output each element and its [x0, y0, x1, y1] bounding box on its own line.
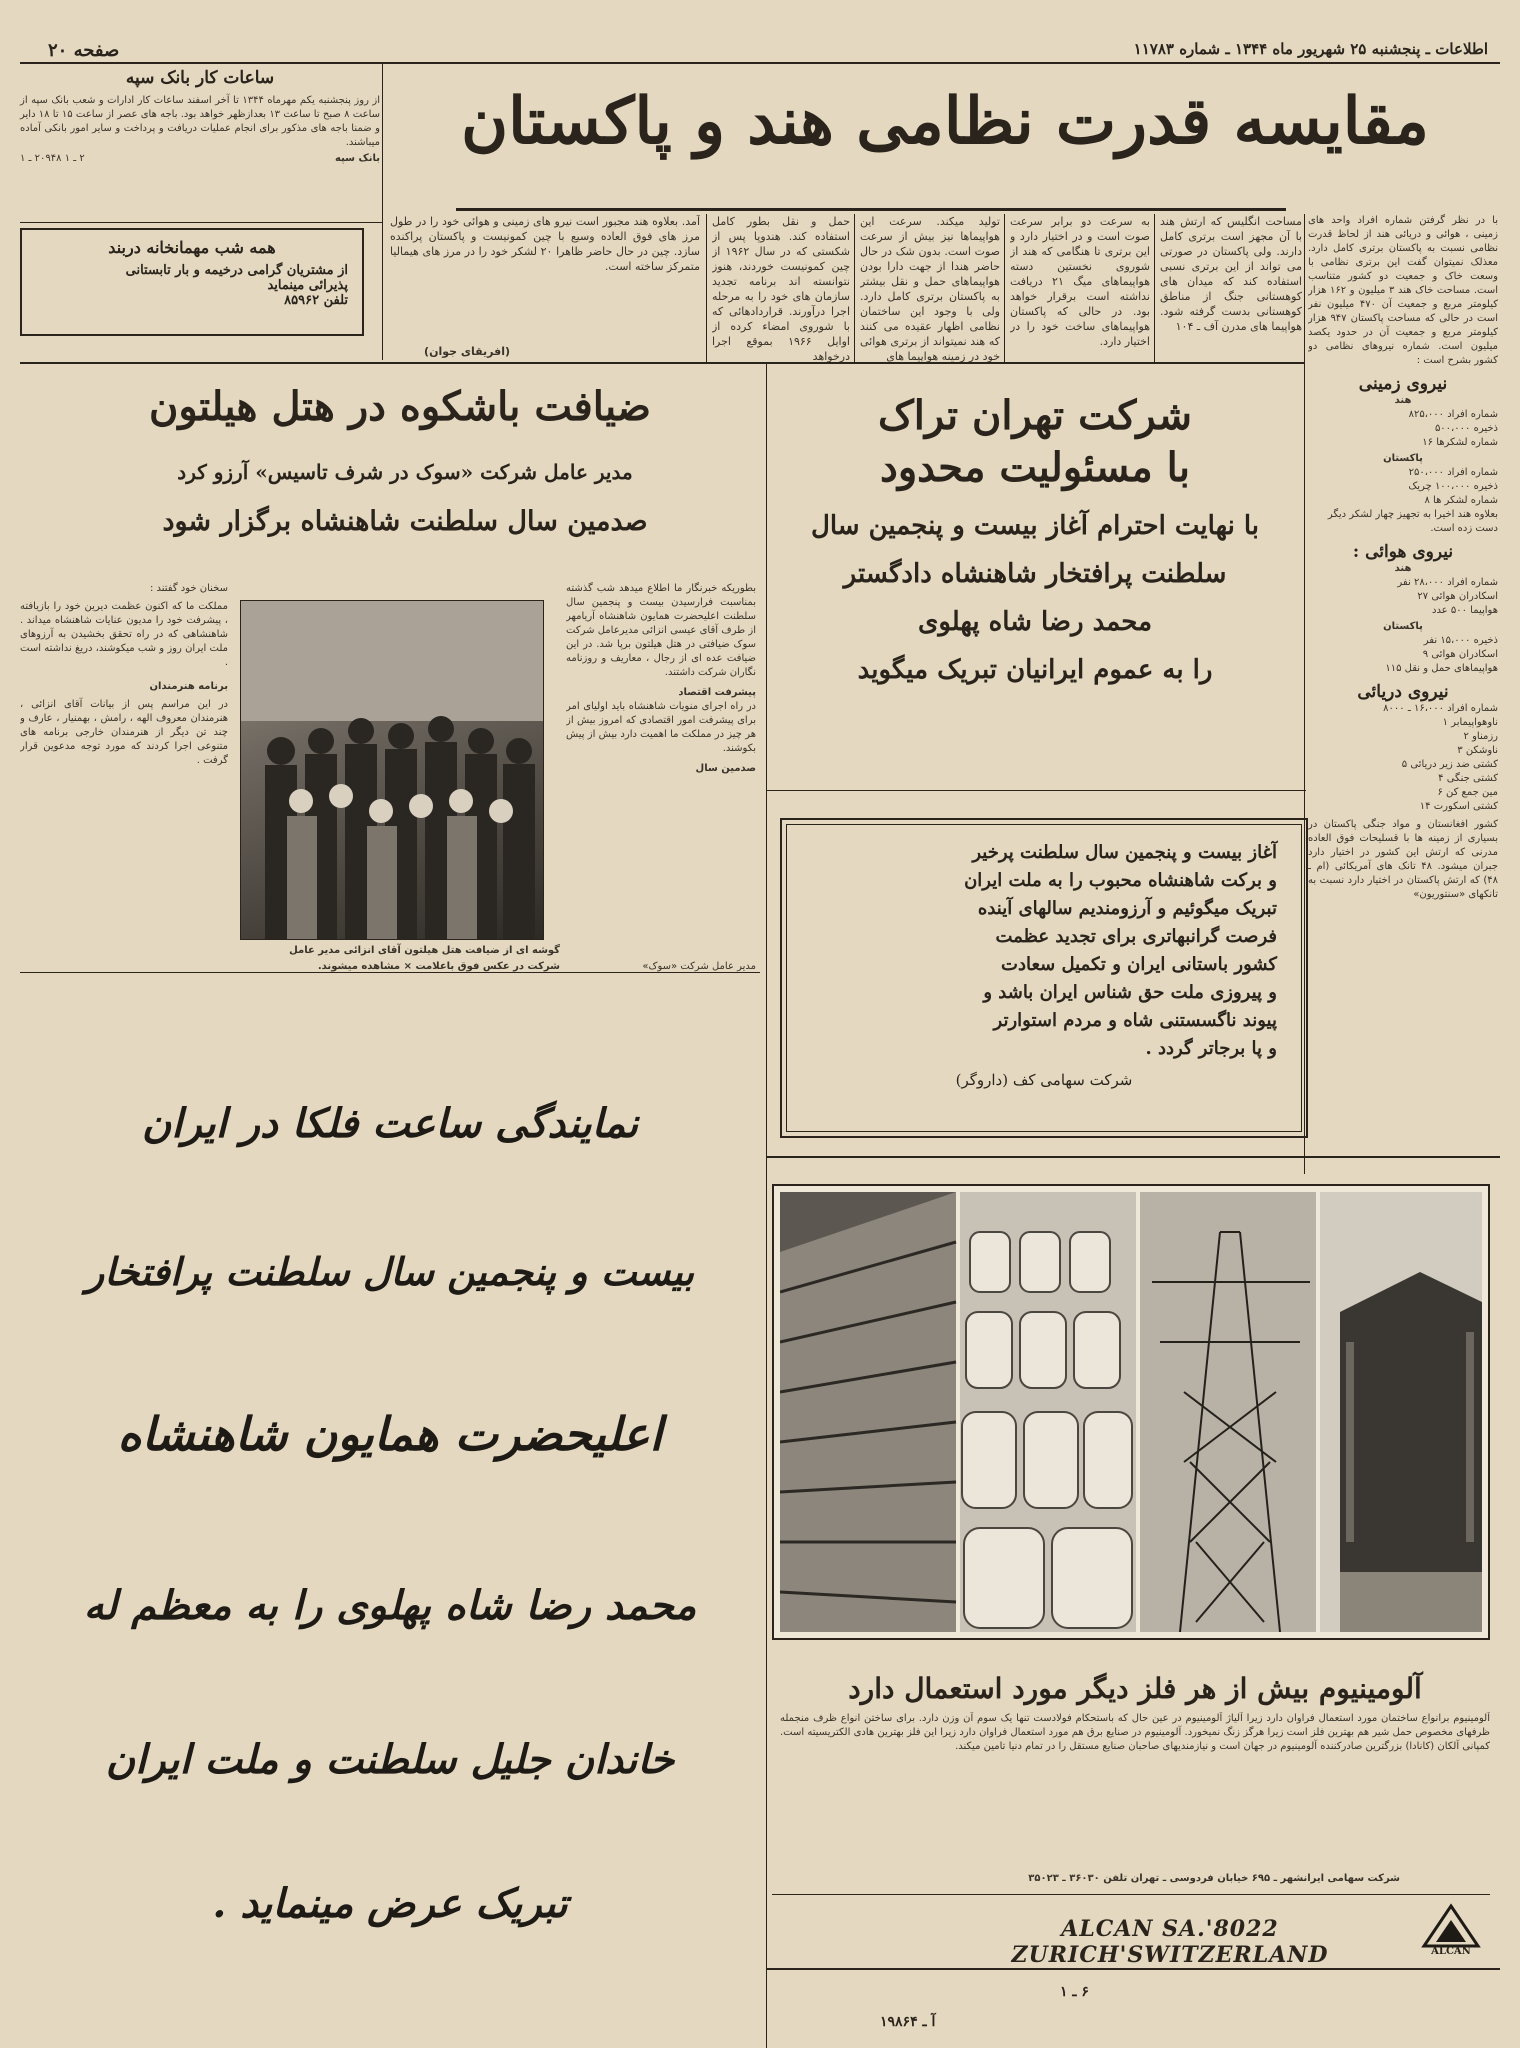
kaf-line: کشور باستانی ایران و تکمیل سعادت: [1001, 954, 1277, 975]
bank-hours-phone: ۲ ـ ۱ ۲۰۹۴۸ ـ ۱: [20, 153, 85, 164]
kaf-notice-box: [780, 818, 1308, 1138]
column-rule: [382, 64, 383, 360]
ground-line: ذخیره ۵۰۰،۰۰۰: [1434, 423, 1498, 434]
ground-line: شماره افراد ۸۲۵،۰۰۰: [1408, 409, 1498, 420]
bank-hours-signature: بانک سپه: [335, 153, 380, 164]
section-rule: [772, 1894, 1490, 1895]
tehran-track-line4: را به عموم ایرانیان تبریک میگوید: [857, 655, 1213, 685]
alcan-headline: آلومینیوم بیش از هر فلز دیگر مورد استعمال دارد: [848, 1672, 1422, 1705]
section-rule: [20, 362, 1304, 364]
military-article-col3: تولید میکند. سرعت این هواپیماها نیز بیش از سرعت صوت است. بدون شک در حال حاضر هندا از جهت دارا بودن هواپیماهای حمل و نقل بیشتر به پاکستان برتری کامل دارد. ولی با وجود این ساختمان نظامی اظهار عقیده می کنند که هند نمیتواند از برتری هوائی خود در زمینه هواپیما های: [860, 215, 1000, 362]
navy-title: نیروی دریائی: [1357, 682, 1449, 702]
navy-line: کشتی ضد زیر دریائی ۵: [1401, 759, 1498, 770]
bank-hours-body: از روز پنجشنبه یکم مهرماه ۱۳۴۴ تا آخر اسفند ساعات کار ادارات و شعب بانک سپه از ساعت ۸ صبح تا ساعت ۱۳ بعدازظهر خواهد بود. باجه های عصر از ساعت ۱۵ تا ۱۸ دایر و ضمنا باجه های مذکور برای انجام عملیات دریافت و پرداخت و سایر امور بانکی آماده میباشند.: [20, 95, 380, 148]
section-rule: [766, 1968, 1500, 1970]
hilton-right-text2: در راه اجرای منویات شاهنشاه باید اولیای امر برای پیشرفت امور اقتصادی که امروز بیش از هر چیز در مملکت ما اهمیت دارد بیش از پیش بکوشند.: [566, 701, 756, 754]
forces-intro: با در نظر گرفتن شماره افراد واحد های زمینی ، هوائی و دریائی هند از لحاظ قدرت نظامی نسبت به پاکستان برتری کامل دارد. معذلک نمیتوان گفت این برتری نظامی با وسعت خاک و جمعیت دو کشور متناسب است. مساحت خاک هند ۳ میلیون و ۱۶۲ هزار کیلومتر مربع و جمعیت آن ۴۷۰ میلیون نفر است در حالی که مساحت پاکستان ۹۴۷ هزار کیلومتر مربع و جمعیت آن در حدود یکصد میلیون است. شماره نیروهای نظامی دو کشور بشرح است :: [1308, 215, 1498, 366]
falka-line: تبریک عرض مینماید .: [212, 1880, 568, 1927]
column-rule: [1154, 214, 1155, 362]
darband-title: همه شب مهمانخانه دربند: [108, 238, 276, 257]
footer-code2: ۶ ـ ۱: [1060, 1984, 1089, 2000]
tehran-track-line1: با نهایت احترام آغاز بیست و پنجمین سال: [810, 511, 1260, 541]
ground-line: شماره لشکرها ۱۶: [1422, 437, 1498, 448]
kaf-line: و پیروزی ملت حق شناس ایران باشد و: [983, 982, 1277, 1003]
power-pylon-photo: [1140, 1192, 1316, 1632]
kaf-line: تبریک میگوئیم و آرزومندیم سالهای آینده: [977, 898, 1277, 919]
alcan-logo: [1420, 1902, 1482, 1958]
section-rule: [766, 1156, 1500, 1158]
bank-hours-notice: [20, 64, 380, 224]
hilton-left-text2: در این مراسم پس از بیانات آقای انزائی ، هنرمندان معروف الهه ، رامش ، بهمنیار ، عارف و چند تن دیگر از هنرمندان خارجی برنامه های متنوعی اجرا کردند که مورد توجه مدعوین قرار گرفت .: [20, 699, 228, 766]
hilton-right-text: بطوریکه خبرنگار ما اطلاع میدهد شب گذشته بمناسبت فرارسیدن بیست و پنجمین سال سلطنت اعلیحضرت همایون شاهنشاه آریامهر از طرف آقای عیسی انزائی مدیرعامل شرکت سوک ضیافتی در هتل هیلتون برپا شد. در این ضیافت عده ای از رجال ، معاریف و روزنامه نگاران شرکت داشتند.: [566, 583, 756, 678]
alcan-photo-panel: [772, 1184, 1490, 1640]
footer-code: آ ـ ۱۹۸۶۴: [880, 2014, 936, 2030]
navy-line: ناوهواپیمابر ۱: [1442, 717, 1498, 728]
milk-cans-photo: [960, 1192, 1136, 1632]
hilton-right-column: [566, 582, 756, 962]
hilton-right-heading2: صدمین سال: [695, 763, 756, 774]
air-line: اسکادران هوائی ۹: [1422, 649, 1498, 660]
masthead-dateline: اطلاعات ـ پنجشنبه ۲۵ شهریور ماه ۱۳۴۴ ـ شماره ۱۱۷۸۳: [1133, 40, 1488, 58]
alcan-body: آلومینیوم برانواع ساختمان مورد استعمال فراوان دارد زیرا آلیاژ آلومینیوم در عین حال که باستحکام فولادست تنها یک سوم آن وزن دارد. برای ساختن انواع ظرف منجمله ظرفهای مخصوص حمل شیر هم بهترین فلز است زیرا هرگز زنگ نمیخورد. آلومینیوم در صنایع برق هم مورد استعمال فراوان دارد زیرا این فلز بهترین هادی الکتریسیته است. کمپانی آلکان (کانادا) بزرگترین صادرکننده آلومینیوم در جهان است و نیازمندیهای صاحبان صنایع مستقل را در تمام دنیا تامین میکند.: [780, 1713, 1490, 1752]
falka-line: اعلیحضرت همایون شاهنشاه: [117, 1407, 663, 1461]
falka-line: نمایندگی ساعت فلکا در ایران: [141, 1100, 639, 1147]
column-rule: [1004, 214, 1005, 362]
kaf-signature: شرکت سهامی کف (داروگر): [955, 1071, 1133, 1089]
hilton-right-heading1: پیشرفت اقتصاد: [678, 687, 756, 698]
air-line: ذخیره ۱۵،۰۰۰ نفر: [1423, 635, 1498, 646]
alcan-logo-text: ALCAN: [1431, 1946, 1471, 1957]
ship-photo: [1320, 1192, 1482, 1632]
military-article-col4: حمل و نقل بطور کامل استفاده کند. هندوپا پس از شکستی که در سال ۱۹۶۲ از چین کمونیست خوردند، هنوز نتوانسته اند برنامه تجدید سازمان های خود را به مرحله اجرا درآورند. قراردادهائی که با شوروی امضاء کرده از اوایل ۱۹۶۶ بموقع اجرا درخواهد: [712, 215, 850, 362]
hilton-reception-photo: [240, 600, 544, 940]
hilton-left-heading: برنامه هنرمندان: [149, 681, 228, 692]
darband-hotel-ad: [20, 228, 364, 336]
tehran-track-line2: سلطنت پرافتخار شاهنشاه دادگستر: [843, 559, 1227, 589]
navy-line: مین جمع کن ۶: [1437, 787, 1498, 798]
hilton-left-column: [20, 582, 228, 992]
air-line: اسکادران هوائی ۲۷: [1417, 591, 1498, 602]
falka-line: بیست و پنجمین سال سلطنت پرافتخار: [85, 1249, 695, 1294]
crowd-illustration: [241, 601, 544, 940]
alcan-agent: شرکت سهامی ایرانشهر ـ ۶۹۵ خیابان فردوسی ـ تهران تلفن ۳۶۰۳۰ ـ ۳۵۰۲۳: [1028, 1873, 1400, 1884]
navy-line: کشتی جنگی ۴: [1438, 773, 1498, 784]
photo-caption1: گوشه ای از ضیافت هتل هیلتون آقای انزائی مدیر عامل: [289, 945, 560, 956]
page-number: صفحه ۲۰: [48, 40, 120, 61]
kaf-line: فرصت گرانبهاتری برای تجدید عظمت: [995, 926, 1277, 947]
column-rule: [854, 214, 855, 362]
hilton-left-heading0: سخنان خود گفتند :: [149, 583, 228, 594]
ground-line: شماره لشکر ها ۸: [1424, 495, 1498, 506]
ground-line: بعلاوه هند اخیرا به تجهیز چهار لشکر دیگر دست زده است.: [1327, 509, 1498, 534]
military-article-col2: به سرعت دو برابر سرعت صوت است و در اختیار دارد و این برتری تا هنگامی که هند از شوروی نخستین دسته هواپیماهای میگ ۲۱ دریافت نداشته است برقرار خواهد بود. در حالی که پاکستان هواپیماهای ساخت خود را در اختیار دارد.: [1010, 215, 1150, 348]
photo-caption-label: مدیر عامل شرکت «سوک»: [642, 961, 756, 972]
navy-line: کشتی اسکورت ۱۴: [1419, 801, 1498, 812]
bank-hours-title: ساعات کار بانک سپه: [125, 68, 275, 88]
air-india-label: هند: [1394, 563, 1412, 574]
ground-india-label: هند: [1394, 395, 1412, 406]
military-article-credit: (افریقای جوان): [424, 345, 510, 358]
navy-line: ناوشکن ۳: [1457, 745, 1498, 756]
tehran-track-title1: شرکت تهران تراک: [877, 392, 1192, 439]
air-forces-title: نیروی هوائی :: [1352, 542, 1454, 562]
hilton-subtitle2: صدمین سال سلطنت شاهنشاه برگزار شود: [162, 506, 648, 537]
air-pakistan-label: پاکستان: [1383, 621, 1423, 632]
falka-line: خاندان جلیل سلطنت و ملت ایران: [105, 1736, 675, 1783]
rule: [20, 222, 382, 223]
tehran-track-ad: [772, 390, 1298, 694]
falka-ad: [40, 1030, 740, 1990]
darband-line1: از مشتریان گرامی درخیمه و بار تابستانی: [125, 263, 348, 278]
military-article-col1: مساحت انگلیس که ارتش هند با آن مجهز است برتری کامل دارند. ولی پاکستان در صورتی می تواند از این برتری نسبی استفاده کند که میدان های کوهستانی جنگ از مناطق کوهستانی بدست گرفته شود. هواپیما های مدرن آف ـ ۱۰۴: [1160, 215, 1302, 333]
ground-pakistan-label: پاکستان: [1383, 453, 1423, 464]
building-photo: [780, 1192, 956, 1632]
kaf-line: پیوند ناگسستنی شاه و مردم استوارتر: [993, 1010, 1277, 1031]
forces-outro: کشور افغانستان و مواد جنگی پاکستان در بسیاری از زمینه ها با قسلیحات فوق العاده مدرنی که ارتش این کشور در اختیار دارد جبران میشود. ۴۸ تانک های آمریکائی (ام ـ ۴۸) که ارتش پاکستان در اختیار دارد نسبت به تانکهای «سنتوریون»: [1308, 819, 1498, 900]
navy-line: رزمناو ۲: [1463, 731, 1498, 742]
kaf-line: آغاز بیست و پنجمین سال سلطنت پرخیر: [972, 842, 1277, 863]
ground-forces-title: نیروی زمینی: [1358, 374, 1448, 394]
hilton-title: ضیافت باشکوه در هتل هیلتون: [149, 383, 651, 430]
darband-line2: پذیرائی مینماید: [267, 278, 348, 293]
headline-rule: [456, 208, 1286, 211]
air-line: شماره افراد ۲۸،۰۰۰ نفر: [1397, 577, 1498, 588]
alcan-footer: ALCAN SA.'8022 ZURICH'SWITZERLAND: [1011, 1916, 1329, 1968]
kaf-line: و برکت شاهنشاه محبوب را به ملت ایران: [964, 870, 1277, 891]
falka-line: محمد رضا شاه پهلوی را به معظم له: [83, 1582, 697, 1629]
ground-line: شماره افراد ۲۵۰،۰۰۰: [1408, 467, 1498, 478]
forces-sidebar: [1308, 214, 1498, 1174]
kaf-line: و پا برجاتر گردد .: [1145, 1038, 1277, 1059]
column-rule: [706, 214, 707, 362]
section-rule: [766, 790, 1306, 791]
tehran-track-title2: با مسئولیت محدود: [880, 444, 1190, 491]
main-headline: مقایسه قدرت نظامی هند و پاکستان: [461, 84, 1429, 159]
air-line: هواپیما ۵۰۰ عدد: [1431, 605, 1498, 616]
ground-line: ذخیره ۱۰۰،۰۰۰ چریک: [1408, 481, 1498, 492]
industrial-photos: [780, 1192, 1482, 1632]
darband-phone: تلفن ۸۵۹۶۲: [284, 293, 348, 308]
military-article-col5: آمد. بعلاوه هند مجبور است نیرو های زمینی و هوائی خود را در طول مرز های فوق العاده وسیع با چین کمونیست و پاکستان پراکنده سازد. چین در حال حاضر ظاهرا ۲۰ لشکر خود را در مرز های هیمالیا متمرکز ساخته است.: [390, 215, 700, 273]
navy-line: شماره افراد ۱۶،۰۰۰ ـ ۸۰۰۰: [1383, 703, 1498, 714]
hilton-left-text: مملکت ما که اکنون عظمت دیرین خود را بازیافته ، پیشرفت خود را مدیون عنایات شاهنشاه میداند . شاهنشاهی که در راه تحقق بخشیدن به آرزوهای ملت ایران روز و شب میکوشند، دریغ نداشته است .: [20, 601, 228, 668]
section-rule: [20, 972, 760, 973]
photo-caption2: شرکت در عکس فوق باعلامت × مشاهده میشوند.: [317, 961, 560, 972]
tehran-track-line3: محمد رضا شاه پهلوی: [917, 607, 1153, 637]
column-rule: [766, 364, 767, 2048]
hilton-subtitle1: مدیر عامل شرکت «سوک در شرف تاسیس» آرزو کرد: [177, 460, 633, 484]
air-line: هواپیماهای حمل و نقل ۱۱۵: [1385, 663, 1498, 674]
